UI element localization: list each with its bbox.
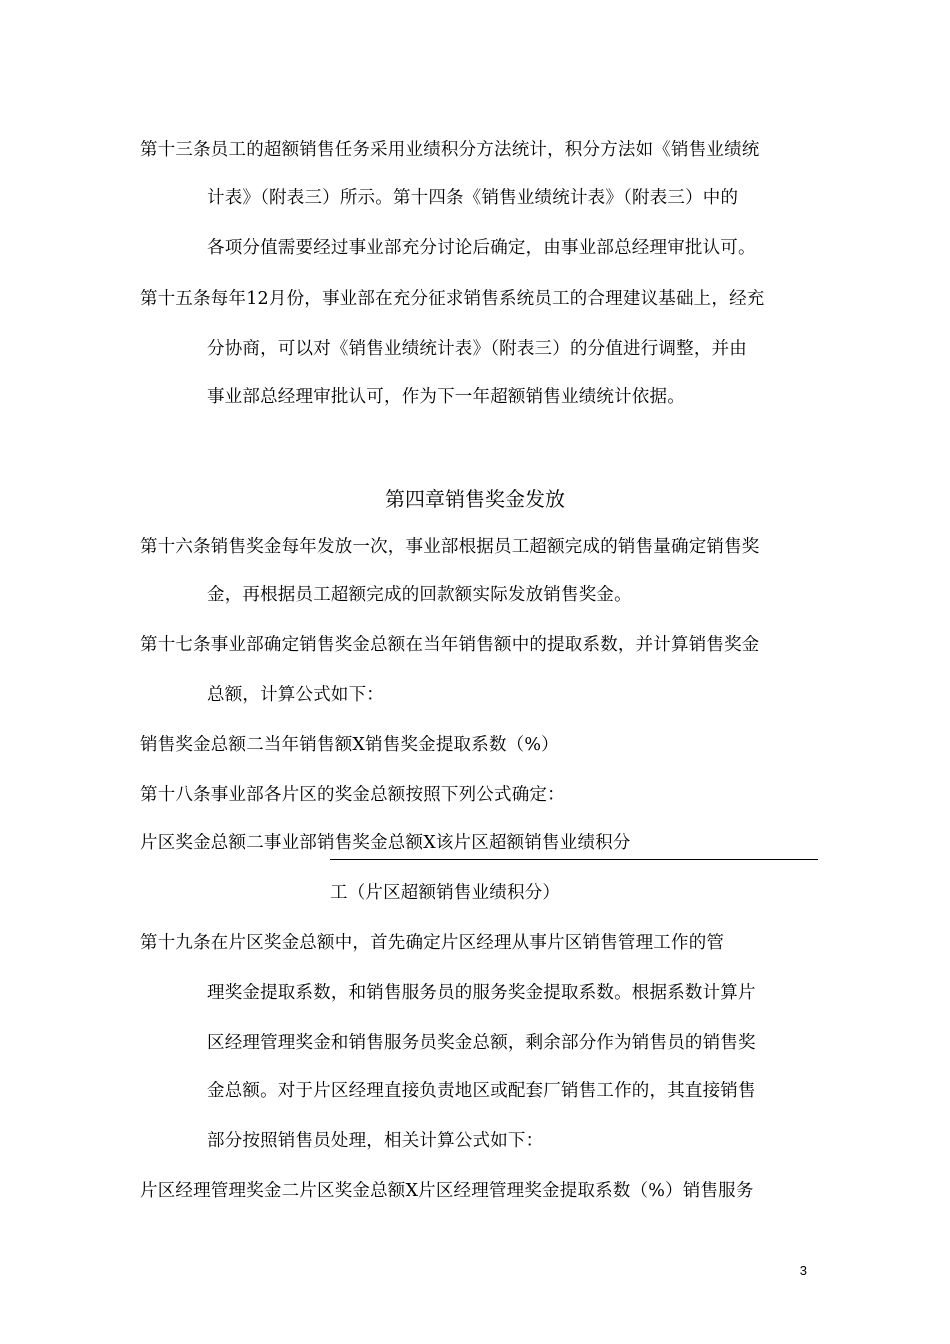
article-19-line-1: 第十九条在片区奖金总额中，首先确定片区经理从事片区销售管理工作的管 bbox=[140, 933, 725, 953]
article-15-line-2: 分协商，可以对《销售业绩统计表》（附表三）的分值进行调整，并由 bbox=[207, 339, 747, 359]
article-19-line-4: 金总额。对于片区经理直接负责地区或配套厂销售工作的，其直接销售 bbox=[207, 1081, 756, 1101]
article-17-line-2: 总额，计算公式如下： bbox=[207, 685, 384, 705]
formula-total-bonus: 销售奖金总额二当年销售额X销售奖金提取系数（%） bbox=[140, 735, 559, 755]
chapter-heading: 第四章销售奖金发放 bbox=[385, 487, 565, 511]
article-16-line-2: 金，再根据员工超额完成的回款额实际发放销售奖金。 bbox=[207, 585, 632, 605]
article-19-line-2: 理奖金提取系数，和销售服务员的服务奖金提取系数。根据系数计算片 bbox=[207, 983, 756, 1003]
article-19-line-5: 部分按照销售员处理，相关计算公式如下： bbox=[207, 1131, 544, 1151]
article-13-line-2: 计表》（附表三）所示。第十四条《销售业绩统计表》（附表三）中的 bbox=[207, 188, 739, 208]
article-18-line: 第十八条事业部各片区的奖金总额按照下列公式确定： bbox=[140, 785, 565, 805]
page-number: 3 bbox=[799, 1263, 807, 1278]
article-13-line-1: 第十三条员工的超额销售任务采用业绩积分方法统计，积分方法如《销售业绩统 bbox=[140, 140, 760, 160]
article-17-line-1: 第十七条事业部确定销售奖金总额在当年销售额中的提取系数，并计算销售奖金 bbox=[140, 635, 760, 655]
article-19-line-3: 区经理管理奖金和销售服务员奖金总额，剩余部分作为销售员的销售奖 bbox=[207, 1033, 756, 1053]
formula-region-bonus-numerator: 片区奖金总额二事业部销售奖金总额X该片区超额销售业绩积分 bbox=[140, 833, 631, 853]
article-14-line: 各项分值需要经过事业部充分讨论后确定，由事业部总经理审批认可。 bbox=[207, 238, 756, 258]
formula-manager-bonus: 片区经理管理奖金二片区奖金总额X片区经理管理奖金提取系数（%）销售服务 bbox=[140, 1181, 754, 1201]
article-16-line-1: 第十六条销售奖金每年发放一次，事业部根据员工超额完成的销售量确定销售奖 bbox=[140, 537, 760, 557]
formula-region-bonus-denominator: 工（片区超额销售业绩积分） bbox=[330, 883, 561, 903]
fraction-rule bbox=[330, 859, 818, 860]
article-15-line-1: 第十五条每年12月份，事业部在充分征求销售系统员工的合理建议基础上，经充 bbox=[140, 289, 765, 309]
article-15-line-3: 事业部总经理审批认可，作为下一年超额销售业绩统计依据。 bbox=[207, 387, 685, 407]
